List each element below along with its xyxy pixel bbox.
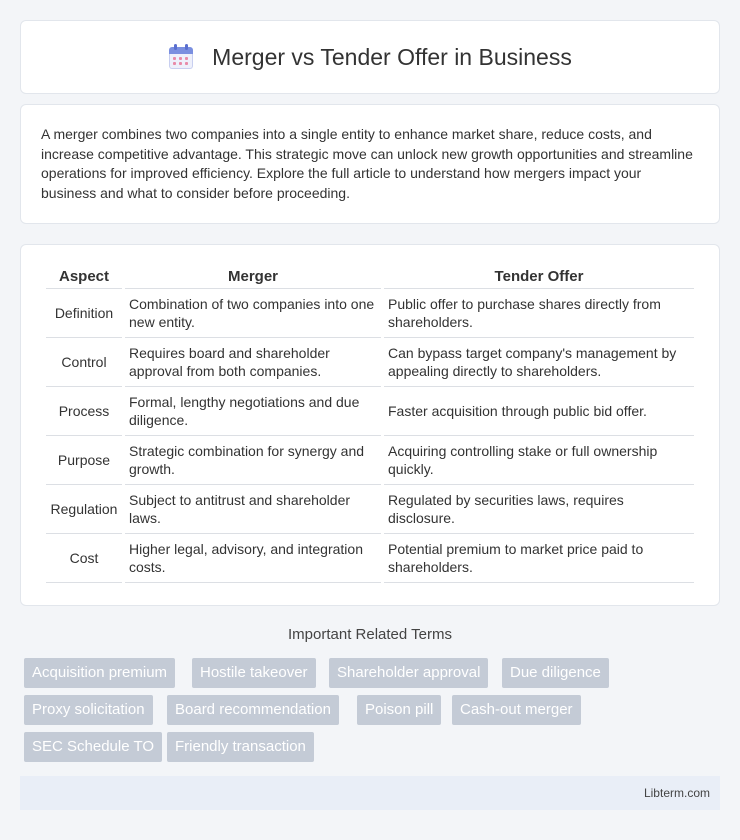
tag-acquisition-premium[interactable]: Acquisition premium <box>24 658 175 688</box>
table-row <box>46 485 694 534</box>
merger-cell: Subject to antitrust and shareholder laws. <box>125 485 381 534</box>
tender-offer-cell: Regulated by securities laws, requires disclosure. <box>384 485 694 534</box>
table-row <box>46 289 694 338</box>
aspect-cell: Control <box>46 338 122 387</box>
header-tender-offer: Tender Offer <box>384 265 694 289</box>
footer <box>20 776 720 810</box>
aspect-cell: Regulation <box>46 485 122 534</box>
intro-paragraph: A merger combines two companies into a single entity to enhance market share, reduce costs, and increase competitive advantage. This strategic move can unlock new growth opportunities and streamline operations for improved efficiency. Explore the full article to understand how mergers impact your business and what to consider before proceeding. <box>20 104 720 224</box>
related-terms-title: Important Related Terms <box>288 626 452 643</box>
tender-offer-cell: Can bypass target company's management by appealing directly to shareholders. <box>384 338 694 387</box>
table-row <box>46 534 694 583</box>
tag-board-recommendation[interactable]: Board recommendation <box>167 695 339 725</box>
merger-cell: Strategic combination for synergy and growth. <box>125 436 381 485</box>
header-merger: Merger <box>125 265 381 289</box>
tender-offer-cell: Potential premium to market price paid to shareholders. <box>384 534 694 583</box>
merger-cell: Formal, lengthy negotiations and due diligence. <box>125 387 381 436</box>
aspect-cell: Purpose <box>46 436 122 485</box>
calendar-icon <box>168 44 194 70</box>
tag-proxy-solicitation[interactable]: Proxy solicitation <box>24 695 153 725</box>
tender-offer-cell: Acquiring controlling stake or full ownership quickly. <box>384 436 694 485</box>
tender-offer-cell: Public offer to purchase shares directly from shareholders. <box>384 289 694 338</box>
page-title: Merger vs Tender Offer in Business <box>212 43 572 70</box>
table-row <box>46 387 694 436</box>
tag-poison-pill[interactable]: Poison pill <box>357 695 441 725</box>
merger-cell: Combination of two companies into one new entity. <box>125 289 381 338</box>
comparison-table <box>43 265 697 583</box>
tag-cash-out-merger[interactable]: Cash-out merger <box>452 695 581 725</box>
merger-cell: Higher legal, advisory, and integration costs. <box>125 534 381 583</box>
table-row <box>46 338 694 387</box>
page-header <box>20 20 720 94</box>
merger-cell: Requires board and shareholder approval from both companies. <box>125 338 381 387</box>
aspect-cell: Cost <box>46 534 122 583</box>
tag-due-diligence[interactable]: Due diligence <box>502 658 609 688</box>
tag-sec-schedule-to[interactable]: SEC Schedule TO <box>24 732 162 762</box>
table-row <box>46 436 694 485</box>
aspect-cell: Process <box>46 387 122 436</box>
header-aspect: Aspect <box>46 265 122 289</box>
footer-site-link[interactable]: Libterm.com <box>643 786 710 800</box>
tag-friendly-transaction[interactable]: Friendly transaction <box>167 732 314 762</box>
table-header-row <box>46 265 694 289</box>
tender-offer-cell: Faster acquisition through public bid offer. <box>384 387 694 436</box>
tag-hostile-takeover[interactable]: Hostile takeover <box>192 658 316 688</box>
comparison-table-card <box>20 244 720 606</box>
aspect-cell: Definition <box>46 289 122 338</box>
tag-shareholder-approval[interactable]: Shareholder approval <box>329 658 488 688</box>
